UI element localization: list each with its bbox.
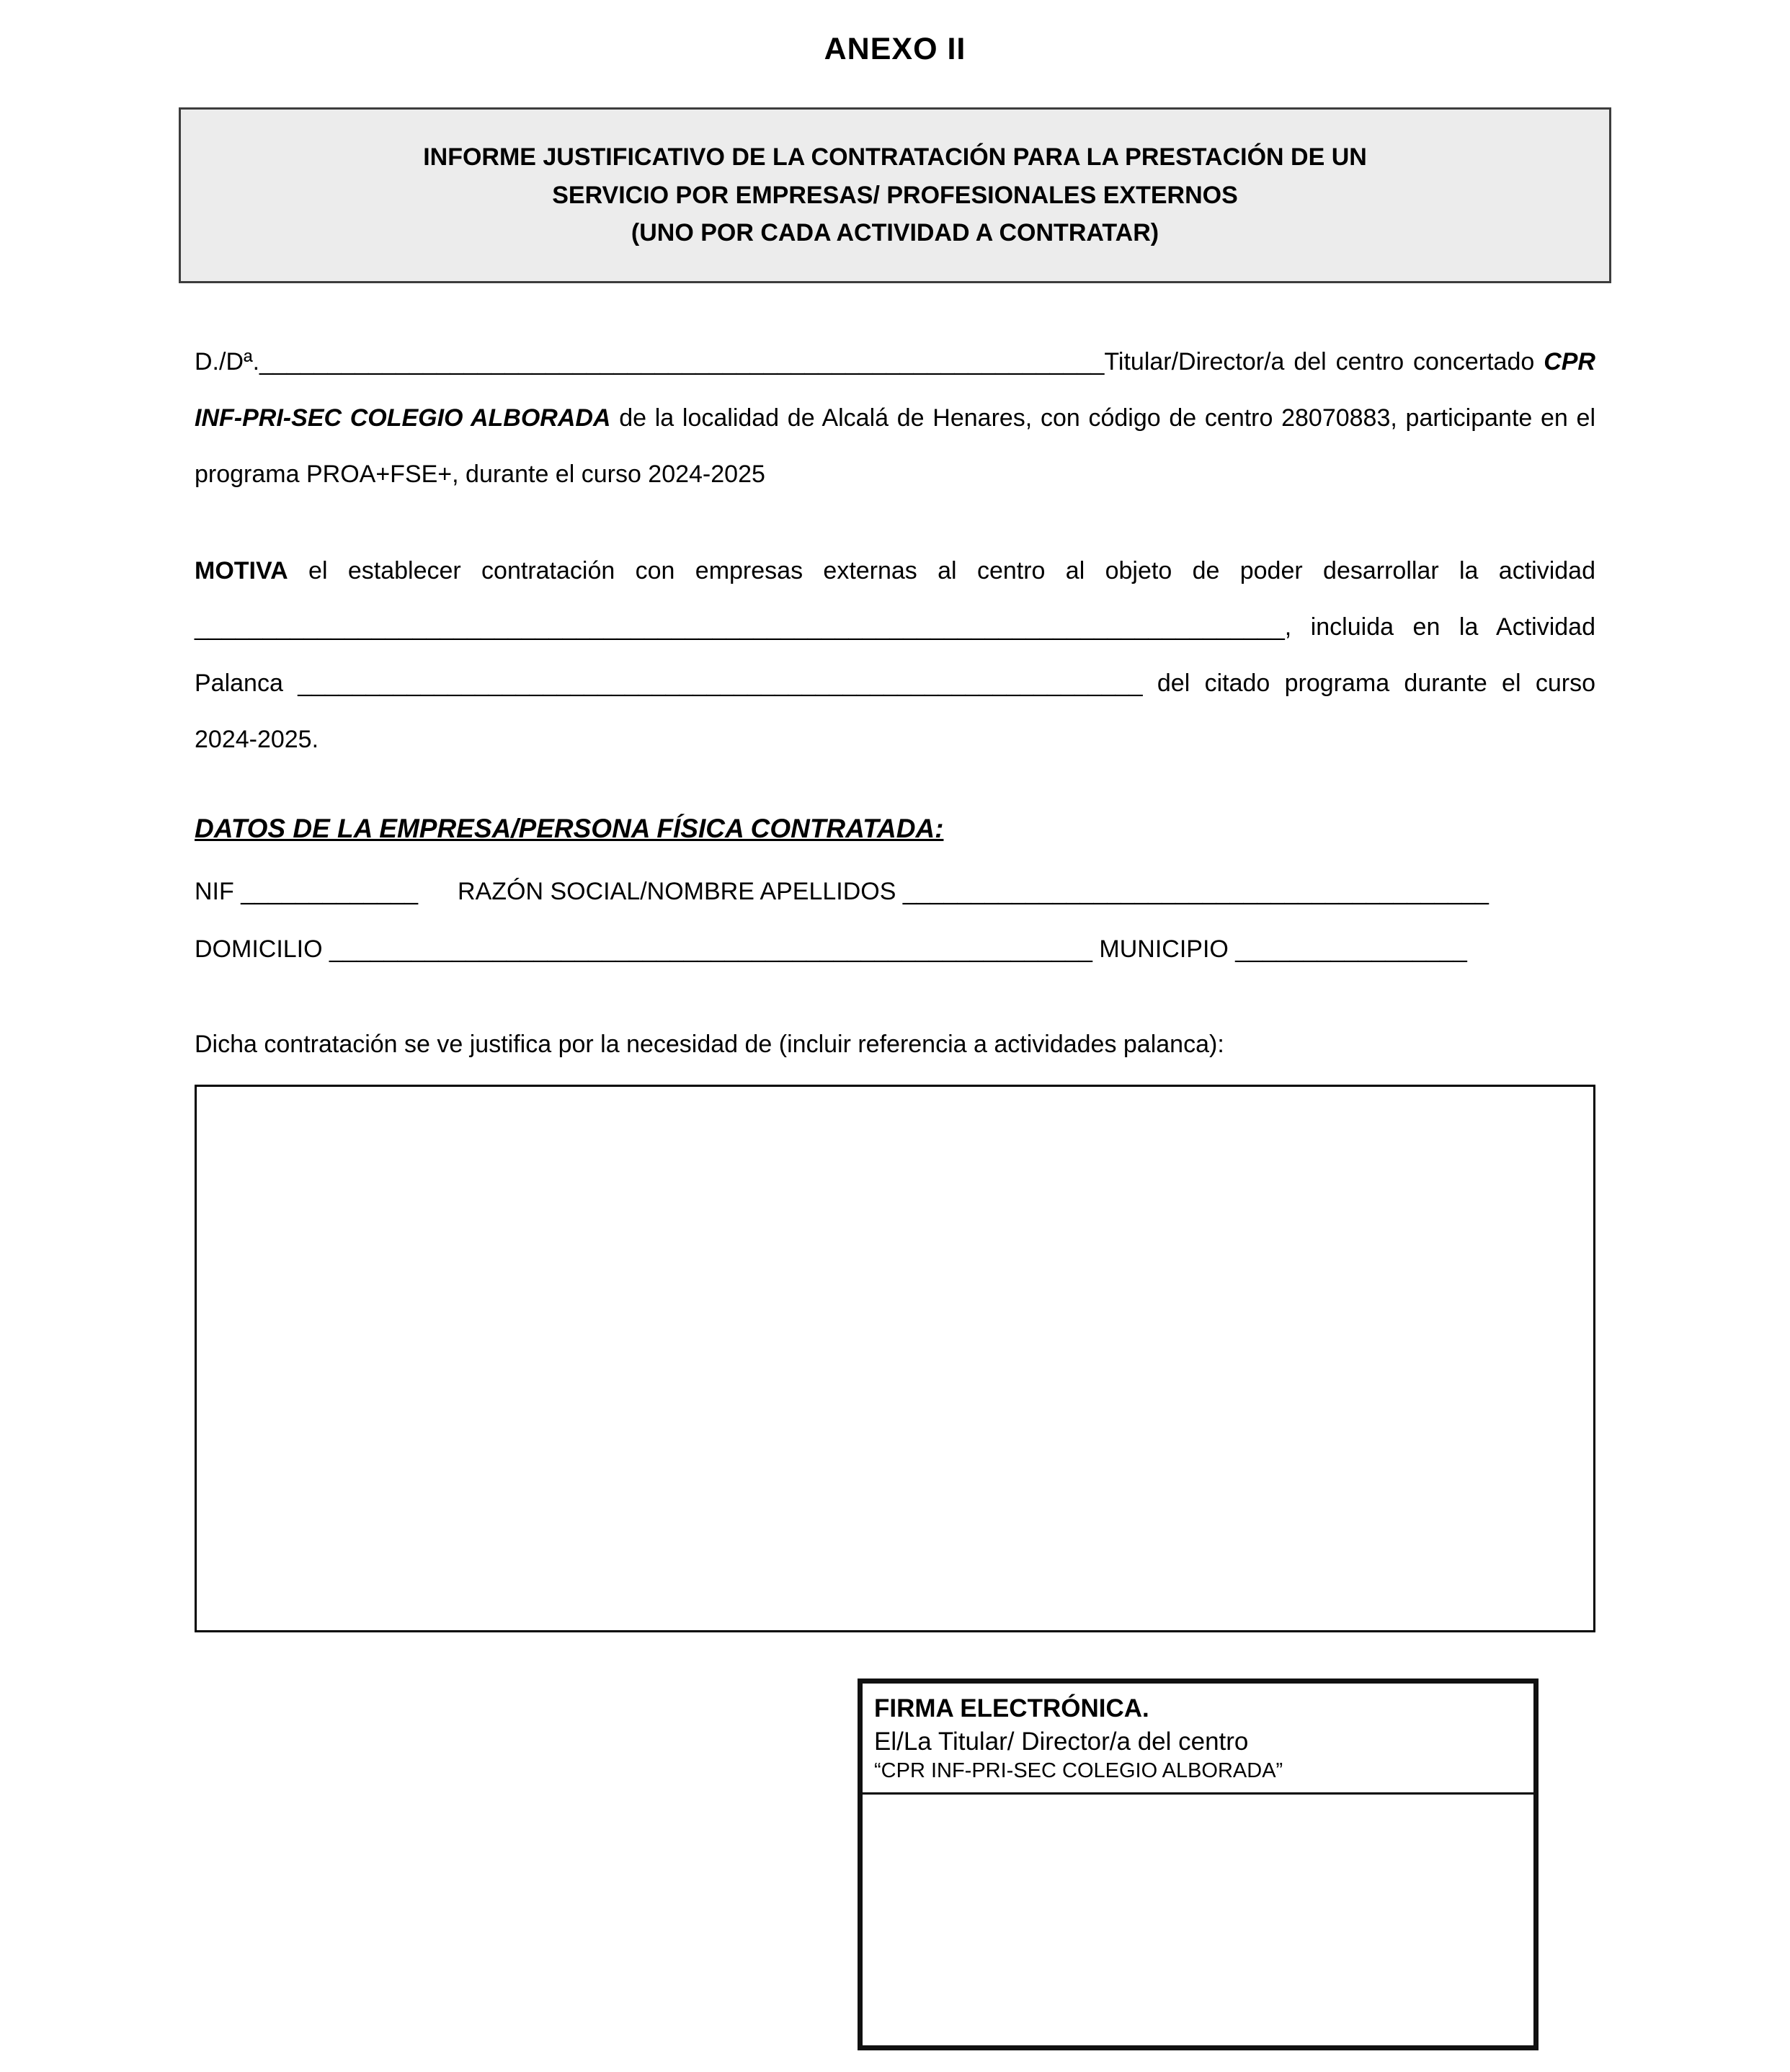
header-box-line: (UNO POR CADA ACTIVIDAD A CONTRATAR) [631, 219, 1159, 247]
motiva-label: MOTIVA [195, 557, 288, 585]
motiva-text-2: , incluida en la Actividad Palanca [195, 613, 1595, 698]
header-box-line: INFORME JUSTIFICATIVO DE LA CONTRATACIÓN PARA LA PRESTACIÓN DE UN [423, 143, 1367, 171]
signature-title: FIRMA ELECTRÓNICA. [874, 1694, 1149, 1723]
nif-label: NIF [195, 878, 241, 906]
actividad-blank-line: ________________________________________________________________________________ [195, 613, 1285, 641]
motiva-text-1: el establecer contratación con empresas externas al centro al objeto de poder desarrollar la actividad [288, 557, 1595, 585]
intro-rest-text: de la localidad de Alcalá de Henares, con código de centro 28070883, participante en el programa PROA+FSE+, durante el curso 2024-2025 [195, 404, 1596, 489]
intro-prefix: D./Dª. [195, 348, 260, 376]
domicilio-blank-line: ________________________________________________________ [329, 935, 1092, 964]
nif-razon-line [195, 863, 1595, 920]
justification-box [195, 1085, 1595, 1632]
header-box-line: SERVICIO POR EMPRESAS/ PROFESIONALES EXTERNOS [552, 181, 1238, 209]
signature-school-name: “CPR INF-PRI-SEC COLEGIO ALBORADA” [874, 1759, 1283, 1783]
header-box [179, 107, 1611, 283]
signature-box-header [863, 1684, 1533, 1795]
razon-social-blank-line: ___________________________________________ [902, 878, 1489, 906]
nif-blank-line: _____________ [241, 878, 419, 906]
datos-section-heading: DATOS DE LA EMPRESA/PERSONA FÍSICA CONTRATADA: [195, 814, 944, 844]
signature-box [858, 1679, 1539, 2050]
intro-titular-text: Titular/Director/a del centro concertado [1104, 348, 1544, 376]
name-blank-line: ______________________________________________________________ [259, 348, 1105, 376]
domicilio-label: DOMICILIO [195, 935, 330, 964]
motiva-paragraph [195, 543, 1595, 768]
motiva-text-3: del citado programa durante el curso 2024-2025. [195, 670, 1595, 754]
municipio-label: MUNICIPIO [1092, 935, 1236, 964]
empresa-fields [195, 863, 1595, 978]
domicilio-municipio-line [195, 920, 1595, 978]
school-name: CPR INF-PRI-SEC COLEGIO ALBORADA [195, 348, 1595, 432]
razon-social-label: RAZÓN SOCIAL/NOMBRE APELLIDOS [458, 878, 903, 906]
palanca-blank-line: ______________________________________________________________ [298, 670, 1143, 698]
intro-paragraph [195, 334, 1595, 502]
page-title: ANEXO II [824, 32, 966, 66]
justification-label: Dicha contratación se ve justifica por la necesidad de (incluir referencia a actividades palanca): [195, 1031, 1224, 1059]
signature-subtitle: El/La Titular/ Director/a del centro [874, 1727, 1249, 1756]
municipio-blank-line: _________________ [1235, 935, 1467, 964]
signature-blank-area [863, 1795, 1533, 2045]
